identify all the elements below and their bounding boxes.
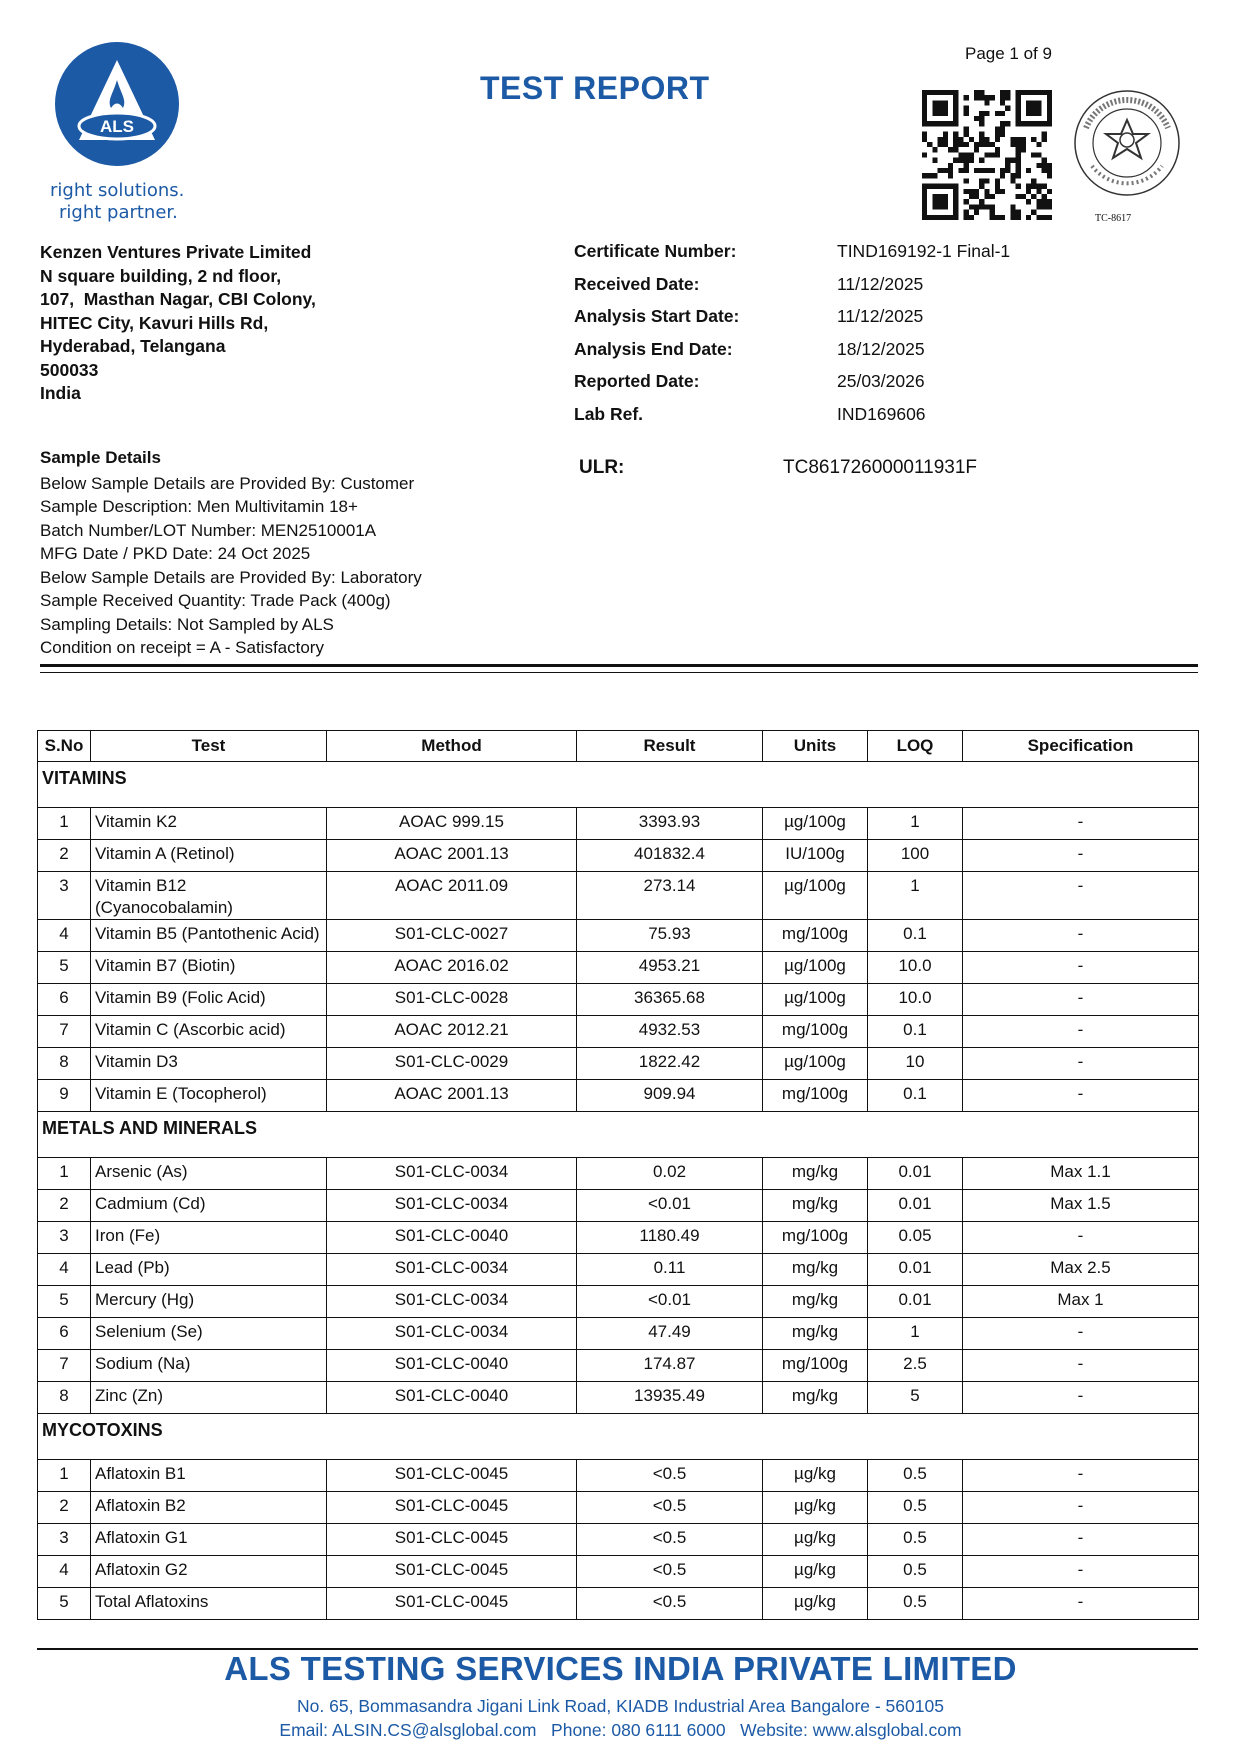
table-cell: Iron (Fe)	[91, 1222, 327, 1254]
table-cell: Lead (Pb)	[91, 1254, 327, 1286]
table-row	[38, 1286, 1199, 1318]
table-cell: mg/kg	[763, 1254, 868, 1286]
column-header: Test	[91, 731, 327, 762]
table-cell: -	[963, 1588, 1199, 1620]
table-cell: 3393.93	[577, 808, 763, 840]
cert-row	[574, 371, 1010, 404]
sample-details	[40, 446, 422, 660]
table-row	[38, 920, 1199, 952]
table-cell: 4	[38, 1254, 91, 1286]
table-cell: 9	[38, 1080, 91, 1112]
table-row	[38, 1524, 1199, 1556]
address-line: HITEC City, Kavuri Hills Rd,	[40, 312, 269, 333]
sample-line: Sampling Details: Not Sampled by ALS	[40, 614, 334, 634]
table-cell: 0.5	[868, 1492, 963, 1524]
table-cell: µg/kg	[763, 1460, 868, 1492]
cert-row	[574, 241, 1010, 274]
table-cell: 909.94	[577, 1080, 763, 1112]
table-cell: 3	[38, 1222, 91, 1254]
section-title: METALS AND MINERALS	[38, 1112, 1199, 1158]
table-cell: 0.05	[868, 1222, 963, 1254]
address-line: Kenzen Ventures Private Limited	[40, 242, 312, 262]
table-cell: -	[963, 1016, 1199, 1048]
table-cell: Vitamin A (Retinol)	[91, 840, 327, 872]
table-row	[38, 1158, 1199, 1190]
table-cell: µg/kg	[763, 1556, 868, 1588]
qr-code	[922, 90, 1052, 220]
table-cell: -	[963, 1382, 1199, 1414]
table-cell: 2	[38, 1492, 91, 1524]
address-line: N square building, 2 nd floor,	[40, 265, 282, 286]
table-cell: AOAC 2001.13	[327, 1080, 577, 1112]
table-cell: 0.1	[868, 1080, 963, 1112]
table-cell: Vitamin E (Tocopherol)	[91, 1080, 327, 1112]
page-number: Page 1 of 9	[965, 44, 1052, 63]
table-cell: Zinc (Zn)	[91, 1382, 327, 1414]
cert-label: Certificate Number:	[574, 241, 737, 261]
table-cell: Aflatoxin G1	[91, 1524, 327, 1556]
table-cell: 3	[38, 872, 91, 920]
ulr-value: TC861726000011931F	[783, 457, 978, 478]
table-cell: S01-CLC-0045	[327, 1556, 577, 1588]
table-cell: -	[963, 1080, 1199, 1112]
table-cell: 1	[38, 808, 91, 840]
cert-row	[574, 274, 1010, 307]
table-cell: mg/kg	[763, 1158, 868, 1190]
table-cell: mg/kg	[763, 1382, 868, 1414]
table-cell: -	[963, 840, 1199, 872]
table-cell: IU/100g	[763, 840, 868, 872]
table-cell: AOAC 2016.02	[327, 952, 577, 984]
table-cell: -	[963, 1524, 1199, 1556]
client-address	[40, 241, 316, 406]
table-cell: <0.01	[577, 1190, 763, 1222]
table-cell: µg/kg	[763, 1524, 868, 1556]
sample-line: Below Sample Details are Provided By: Laboratory	[40, 567, 422, 587]
table-cell: mg/kg	[763, 1190, 868, 1222]
sample-line: Below Sample Details are Provided By: Customer	[40, 473, 415, 493]
divider	[40, 664, 1198, 667]
table-cell: -	[963, 920, 1199, 952]
table-cell: <0.5	[577, 1556, 763, 1588]
table-cell: Max 2.5	[963, 1254, 1199, 1286]
table-cell: -	[963, 1048, 1199, 1080]
tagline-line-1: right solutions.	[50, 180, 185, 201]
table-cell: 0.5	[868, 1588, 963, 1620]
table-cell: mg/100g	[763, 1350, 868, 1382]
table-cell: AOAC 2001.13	[327, 840, 577, 872]
seal-code: TC-8617	[1095, 213, 1132, 224]
sample-line: Sample Description: Men Multivitamin 18+	[40, 497, 358, 516]
table-cell: 0.02	[577, 1158, 763, 1190]
cert-label: Analysis Start Date:	[574, 306, 740, 326]
cert-label: Lab Ref.	[574, 403, 644, 424]
table-cell: µg/100g	[763, 984, 868, 1016]
table-cell: Cadmium (Cd)	[91, 1190, 327, 1222]
table-cell: 7	[38, 1350, 91, 1382]
table-cell: 75.93	[577, 920, 763, 952]
als-logo	[55, 42, 179, 166]
table-cell: S01-CLC-0040	[327, 1222, 577, 1254]
cert-value: 18/12/2025	[837, 338, 925, 359]
ulr-label: ULR:	[579, 457, 625, 478]
table-cell: S01-CLC-0045	[327, 1524, 577, 1556]
table-cell: Aflatoxin G2	[91, 1556, 327, 1588]
table-cell: Max 1	[963, 1286, 1199, 1318]
table-cell: mg/100g	[763, 920, 868, 952]
table-cell: µg/100g	[763, 808, 868, 840]
table-cell: 0.01	[868, 1286, 963, 1318]
table-cell: S01-CLC-0034	[327, 1318, 577, 1350]
table-row	[38, 1382, 1199, 1414]
table-cell: <0.5	[577, 1492, 763, 1524]
table-cell: 401832.4	[577, 840, 763, 872]
table-cell: <0.01	[577, 1286, 763, 1318]
table-cell: 4	[38, 920, 91, 952]
table-cell: 8	[38, 1048, 91, 1080]
table-cell: 4953.21	[577, 952, 763, 984]
table-cell: -	[963, 1460, 1199, 1492]
table-cell: 4932.53	[577, 1016, 763, 1048]
accreditation-seal	[1072, 88, 1182, 198]
table-cell: -	[963, 952, 1199, 984]
table-cell: 0.1	[868, 920, 963, 952]
cert-value: 11/12/2025	[837, 306, 924, 326]
table-cell: 6	[38, 1318, 91, 1350]
column-header: Result	[577, 731, 763, 762]
table-cell: µg/100g	[763, 1048, 868, 1080]
table-cell: Vitamin C (Ascorbic acid)	[91, 1016, 327, 1048]
footer-contact: Email: ALSIN.CS@alsglobal.com Phone: 080 6111 6000 Website: www.alsglobal.com	[279, 1720, 962, 1740]
table-cell: 0.01	[868, 1254, 963, 1286]
table-cell: Vitamin D3	[91, 1048, 327, 1080]
table-cell: -	[963, 984, 1199, 1016]
cert-row	[574, 404, 1010, 437]
table-cell: S01-CLC-0040	[327, 1382, 577, 1414]
table-row	[38, 1016, 1199, 1048]
page-title: TEST REPORT	[480, 70, 710, 106]
svg-text:ALS: ALS	[100, 117, 134, 136]
cert-label: Analysis End Date:	[574, 338, 733, 359]
table-cell: 5	[38, 952, 91, 984]
tagline-line-2: right partner.	[59, 202, 178, 223]
table-cell: 0.5	[868, 1460, 963, 1492]
table-cell: 10.0	[868, 984, 963, 1016]
table-cell: Arsenic (As)	[91, 1158, 327, 1190]
table-cell: mg/kg	[763, 1318, 868, 1350]
table-cell: mg/kg	[763, 1286, 868, 1318]
table-row	[38, 1190, 1199, 1222]
table-cell: Vitamin B7 (Biotin)	[91, 952, 327, 984]
table-cell: -	[963, 1492, 1199, 1524]
footer-company: ALS TESTING SERVICES INDIA PRIVATE LIMITED	[224, 1650, 1017, 1687]
table-cell: <0.5	[577, 1524, 763, 1556]
table-cell: AOAC 2011.09	[327, 872, 577, 920]
table-cell: 5	[868, 1382, 963, 1414]
cert-value: IND169606	[837, 403, 926, 424]
table-cell: 273.14	[577, 872, 763, 920]
table-row	[38, 1222, 1199, 1254]
certificate-info	[574, 241, 1010, 436]
table-cell: S01-CLC-0045	[327, 1460, 577, 1492]
table-cell: -	[963, 808, 1199, 840]
table-cell: S01-CLC-0034	[327, 1254, 577, 1286]
table-cell: Aflatoxin B1	[91, 1460, 327, 1492]
address-line: Hyderabad, Telangana	[40, 336, 226, 356]
ulr-row	[579, 457, 977, 479]
table-cell: 10.0	[868, 952, 963, 984]
table-cell: S01-CLC-0027	[327, 920, 577, 952]
cert-value: 25/03/2026	[837, 371, 925, 391]
table-cell: 1	[38, 1158, 91, 1190]
table-cell: 3	[38, 1524, 91, 1556]
table-cell: 0.01	[868, 1158, 963, 1190]
table-cell: mg/100g	[763, 1080, 868, 1112]
cert-value: 11/12/2025	[837, 273, 924, 294]
table-row	[38, 872, 1199, 920]
table-cell: -	[963, 1318, 1199, 1350]
table-row	[38, 840, 1199, 872]
table-cell: 100	[868, 840, 963, 872]
table-row	[38, 1318, 1199, 1350]
cert-row	[574, 306, 1010, 339]
table-cell: Vitamin B9 (Folic Acid)	[91, 984, 327, 1016]
address-line: 107, Masthan Nagar, CBI Colony,	[40, 289, 316, 309]
table-cell: S01-CLC-0028	[327, 984, 577, 1016]
cert-label: Received Date:	[574, 273, 700, 294]
table-cell: µg/100g	[763, 872, 868, 920]
cert-label: Reported Date:	[574, 371, 700, 391]
table-cell: 10	[868, 1048, 963, 1080]
address-line: 500033	[40, 359, 99, 380]
table-cell: S01-CLC-0034	[327, 1158, 577, 1190]
table-cell: Vitamin B5 (Pantothenic Acid)	[91, 920, 327, 952]
table-cell: <0.5	[577, 1460, 763, 1492]
table-cell: S01-CLC-0040	[327, 1350, 577, 1382]
table-cell: Selenium (Se)	[91, 1318, 327, 1350]
table-row	[38, 952, 1199, 984]
sample-line: Batch Number/LOT Number: MEN2510001A	[40, 520, 377, 540]
table-cell: 8	[38, 1382, 91, 1414]
address-line: India	[40, 383, 81, 403]
table-row	[38, 984, 1199, 1016]
cert-value: TIND169192-1 Final-1	[837, 241, 1011, 261]
table-cell: mg/100g	[763, 1222, 868, 1254]
table-row	[38, 808, 1199, 840]
section-row	[38, 1414, 1199, 1460]
table-cell: 1	[868, 1318, 963, 1350]
table-cell: 1	[868, 808, 963, 840]
table-row	[38, 1556, 1199, 1588]
table-cell: µg/kg	[763, 1492, 868, 1524]
sample-line: Condition on receipt = A - Satisfactory	[40, 638, 324, 657]
sample-details-heading: Sample Details	[40, 448, 161, 467]
sample-line: Sample Received Quantity: Trade Pack (400g)	[40, 591, 391, 610]
table-row	[38, 1080, 1199, 1112]
table-cell: S01-CLC-0034	[327, 1286, 577, 1318]
table-cell: AOAC 2012.21	[327, 1016, 577, 1048]
section-row	[38, 762, 1199, 808]
table-cell: -	[963, 1556, 1199, 1588]
column-header: S.No	[38, 731, 91, 762]
table-cell: 4	[38, 1556, 91, 1588]
table-cell: 0.11	[577, 1254, 763, 1286]
table-cell: Max 1.1	[963, 1158, 1199, 1190]
table-cell: mg/100g	[763, 1016, 868, 1048]
cert-row	[574, 339, 1010, 372]
table-cell: 1822.42	[577, 1048, 763, 1080]
table-cell: Total Aflatoxins	[91, 1588, 327, 1620]
section-title: VITAMINS	[38, 762, 1199, 808]
sample-line: MFG Date / PKD Date: 24 Oct 2025	[40, 544, 311, 563]
table-cell: <0.5	[577, 1588, 763, 1620]
table-cell: µg/kg	[763, 1588, 868, 1620]
divider	[40, 672, 1198, 673]
table-cell: 2	[38, 840, 91, 872]
table-cell: Max 1.5	[963, 1190, 1199, 1222]
table-cell: 47.49	[577, 1318, 763, 1350]
table-cell: AOAC 999.15	[327, 808, 577, 840]
table-cell: S01-CLC-0029	[327, 1048, 577, 1080]
table-row	[38, 1350, 1199, 1382]
table-cell: 5	[38, 1588, 91, 1620]
table-cell: 1180.49	[577, 1222, 763, 1254]
table-row	[38, 1588, 1199, 1620]
table-cell: Vitamin K2	[91, 808, 327, 840]
column-header: LOQ	[868, 731, 963, 762]
table-cell: 0.01	[868, 1190, 963, 1222]
table-body	[38, 762, 1199, 1620]
table-row	[38, 1492, 1199, 1524]
table-cell: 36365.68	[577, 984, 763, 1016]
table-header-row	[38, 731, 1199, 762]
table-row	[38, 1460, 1199, 1492]
footer-address: No. 65, Bommasandra Jigani Link Road, KIADB Industrial Area Bangalore - 560105	[297, 1696, 944, 1716]
table-row	[38, 1254, 1199, 1286]
table-cell: S01-CLC-0045	[327, 1492, 577, 1524]
section-row	[38, 1112, 1199, 1158]
table-cell: S01-CLC-0045	[327, 1588, 577, 1620]
tagline	[50, 180, 210, 224]
table-row	[38, 1048, 1199, 1080]
table-cell: 13935.49	[577, 1382, 763, 1414]
table-cell: µg/100g	[763, 952, 868, 984]
results-table	[37, 730, 1199, 1620]
table-cell: 1	[38, 1460, 91, 1492]
table-cell: 5	[38, 1286, 91, 1318]
table-cell: 0.5	[868, 1556, 963, 1588]
table-cell: 7	[38, 1016, 91, 1048]
table-cell: 174.87	[577, 1350, 763, 1382]
table-cell: Aflatoxin B2	[91, 1492, 327, 1524]
table-cell: Mercury (Hg)	[91, 1286, 327, 1318]
table-cell: 0.1	[868, 1016, 963, 1048]
table-cell: S01-CLC-0034	[327, 1190, 577, 1222]
table-cell: -	[963, 1350, 1199, 1382]
table-cell: 2.5	[868, 1350, 963, 1382]
table-cell: 2	[38, 1190, 91, 1222]
table-cell: -	[963, 872, 1199, 920]
column-header: Specification	[963, 731, 1199, 762]
table-cell: Vitamin B12 (Cyanocobalamin)	[91, 872, 327, 920]
column-header: Units	[763, 731, 868, 762]
section-title: MYCOTOXINS	[38, 1414, 1199, 1460]
column-header: Method	[327, 731, 577, 762]
table-cell: 0.5	[868, 1524, 963, 1556]
table-cell: 6	[38, 984, 91, 1016]
table-cell: -	[963, 1222, 1199, 1254]
table-cell: Sodium (Na)	[91, 1350, 327, 1382]
table-cell: 1	[868, 872, 963, 920]
